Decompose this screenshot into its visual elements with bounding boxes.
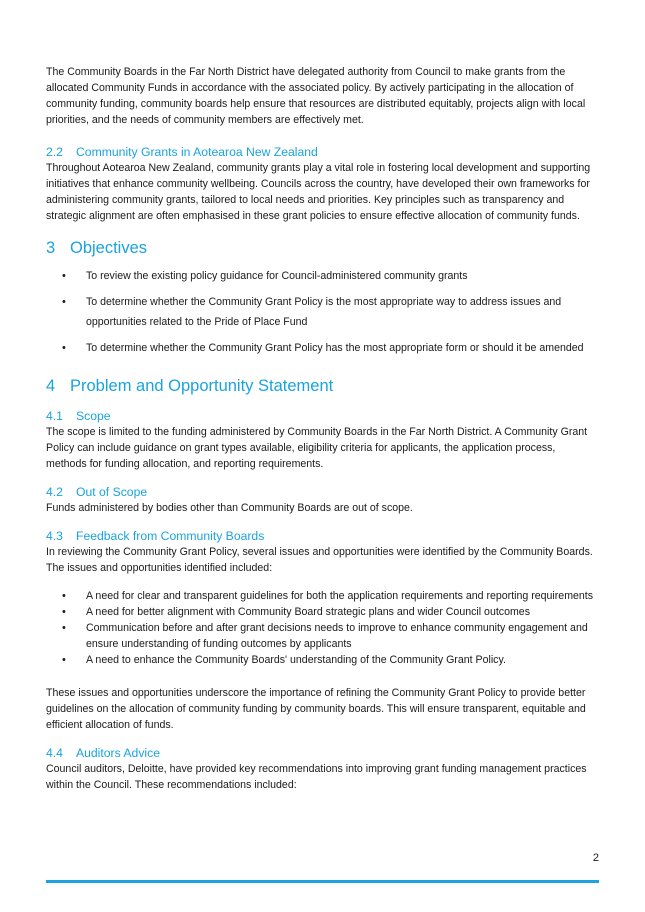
bullet-icon: • xyxy=(62,590,66,602)
heading-title: Community Grants in Aotearoa New Zealand xyxy=(76,145,318,159)
section-4-1-body: The scope is limited to the funding administered by Community Boards in the Far North District. A Community Grant Policy can include guidance on grant types available, eligibility criteria for applicants, the application process, methods for funding allocation, and reporting requirements. xyxy=(46,426,588,470)
heading-4-2 xyxy=(46,485,598,500)
list-item: • A need for clear and transparent guidelines for both the application requirements and reporting requirements xyxy=(62,590,594,602)
objectives-list xyxy=(46,266,598,358)
section-4-2-body: Funds administered by bodies other than Community Boards are out of scope. xyxy=(46,502,413,514)
heading-number: 4.2 xyxy=(46,485,63,499)
feedback-list xyxy=(46,588,598,668)
heading-title: Out of Scope xyxy=(76,485,148,499)
heading-title: Feedback from Community Boards xyxy=(76,529,265,543)
bullet-icon: • xyxy=(62,296,66,308)
bullet-icon: • xyxy=(62,606,66,618)
heading-title: Problem and Opportunity Statement xyxy=(70,377,334,395)
heading-4-1 xyxy=(46,409,598,424)
section-4-3-conclusion: These issues and opportunities underscore the importance of refining the Community Grant Policy to provide better guidelines on the allocation of community funding by community boards. This will ensure transparent, equitable and efficient allocation of funds. xyxy=(46,687,586,731)
bullet-icon: • xyxy=(62,270,66,282)
heading-number: 4.1 xyxy=(46,409,63,423)
heading-title: Auditors Advice xyxy=(76,746,161,760)
heading-2-2 xyxy=(46,145,598,160)
heading-number: 4.4 xyxy=(46,746,63,760)
list-item: • To review the existing policy guidance for Council-administered community grants xyxy=(46,266,598,286)
bullet-icon: • xyxy=(62,622,66,634)
heading-title: Objectives xyxy=(70,239,148,257)
document-page xyxy=(46,64,598,793)
section-4-4-body: Council auditors, Deloitte, have provided key recommendations into improving grant funding management practices within the Council. These recommendations included: xyxy=(46,763,587,791)
heading-number: 4.3 xyxy=(46,529,63,543)
heading-4 xyxy=(46,376,598,396)
list-item: • A need for better alignment with Community Board strategic plans and wider Council outcomes xyxy=(62,606,530,618)
bullet-icon: • xyxy=(62,654,66,666)
page-number: 2 xyxy=(592,852,599,864)
section-4-3-body: In reviewing the Community Grant Policy, several issues and opportunities were identified by the Community Boards. The issues and opportunities identified included: xyxy=(46,546,593,574)
heading-4-4 xyxy=(46,746,598,761)
list-item: • To determine whether the Community Grant Policy has the most appropriate form or should it be amended xyxy=(46,338,598,358)
heading-number: 3 xyxy=(46,239,56,257)
list-item: • A need to enhance the Community Boards' understanding of the Community Grant Policy. xyxy=(62,654,506,666)
heading-title: Scope xyxy=(76,409,111,423)
section-2-2-body: Throughout Aotearoa New Zealand, community grants play a vital role in fostering local development and supporting initiatives that enhance community wellbeing. Councils across the country, have developed their own frameworks for administering community grants, tailored to local needs and priorities. Key principles such as transparency and strategic alignment are often emphasised in these grant policies to ensure effective allocation of community funds. xyxy=(46,162,591,222)
heading-number: 4 xyxy=(46,377,56,395)
list-item: • To determine whether the Community Grant Policy is the most appropriate way to address issues and opportunities related to the Pride of Place Fund xyxy=(46,292,598,332)
heading-3 xyxy=(46,238,598,258)
bullet-icon: • xyxy=(62,342,66,354)
heading-4-3 xyxy=(46,529,598,544)
intro-paragraph: The Community Boards in the Far North District have delegated authority from Council to make grants from the allocated Community Funds in accordance with the associated policy. By actively participating in the allocation of community funding, community boards help ensure that resources are distributed equitably, projects align with local priorities, and the needs of community members are effectively met. xyxy=(46,66,586,126)
footer-rule xyxy=(46,880,599,883)
list-item: • Communication before and after grant decisions needs to improve to enhance community engagement and ensure understanding of funding outcomes by applicants xyxy=(62,622,588,650)
heading-number: 2.2 xyxy=(46,145,63,159)
